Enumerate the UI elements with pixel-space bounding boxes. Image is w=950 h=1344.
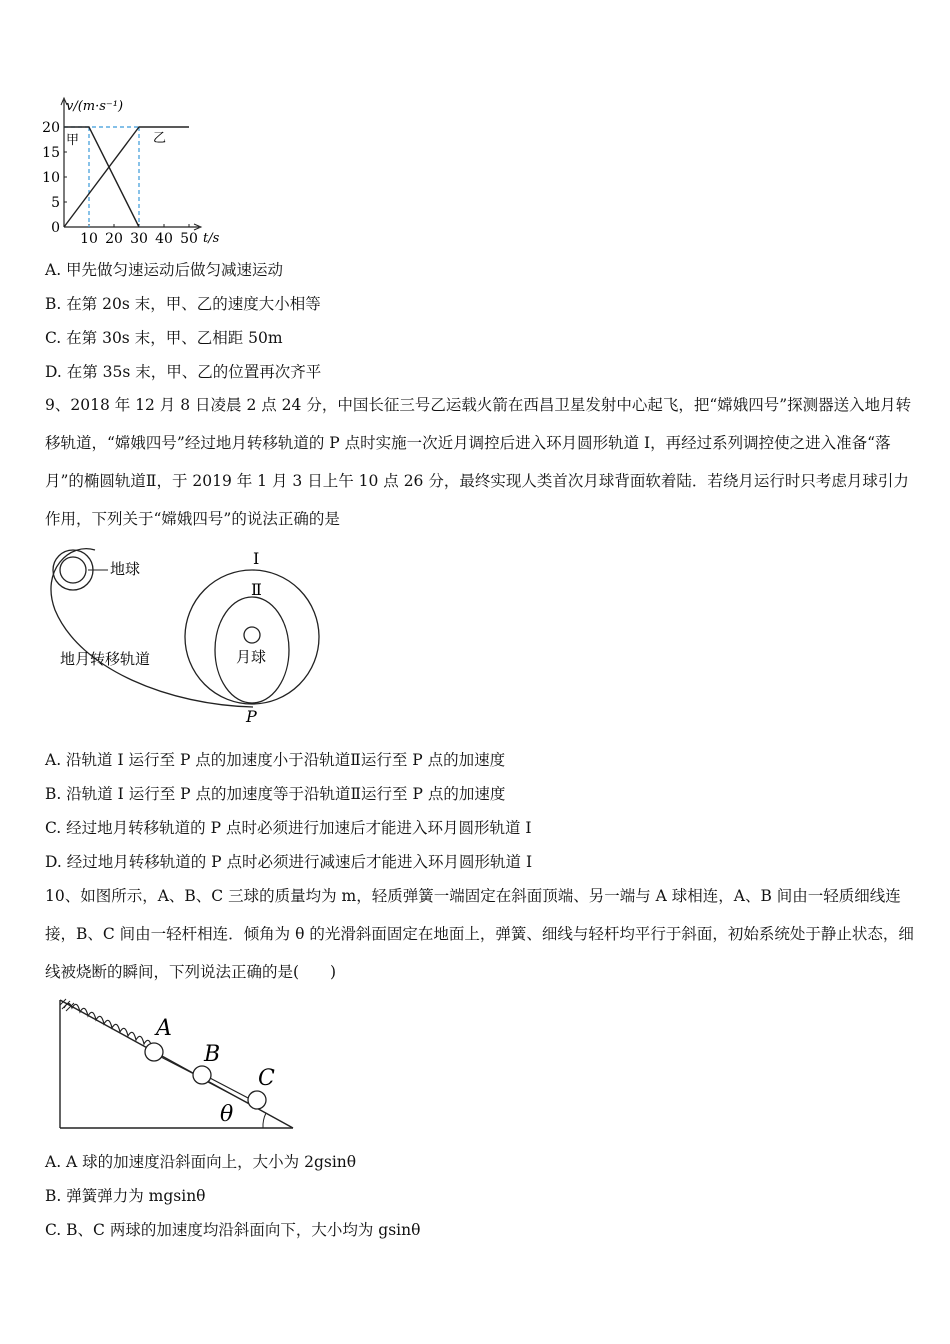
vt-graph [40, 92, 230, 252]
y-tick-label: 5 [51, 195, 60, 211]
q10-option-c: C. B、C 两球的加速度均沿斜面向下，大小均为 gsinθ [45, 1221, 421, 1239]
orbit-two-label: Ⅱ [251, 580, 262, 599]
q9-option-a: A. 沿轨道 I 运行至 P 点的加速度小于沿轨道Ⅱ运行至 P 点的加速度 [45, 751, 506, 769]
label-yi: 乙 [153, 131, 167, 146]
series-line-yi [64, 127, 189, 227]
ball-a-label: A [156, 1016, 172, 1041]
transfer-label: 地月转移轨道 [60, 650, 151, 668]
x-tick-label: 40 [155, 231, 173, 247]
moon-label: 月球 [236, 648, 267, 666]
x-tick-label: 20 [105, 231, 123, 247]
x-tick-label: 30 [130, 231, 148, 247]
orbit-figure [40, 540, 340, 730]
q9-stem: 9、2018 年 12 月 8 日凌晨 2 点 24 分，中国长征三号乙运载火箭在西昌卫星发射中心起飞，把“嫦娥四号”探测器送入地月转移轨道，“嫦娥四号”经过地月转移轨道的 P 点时实施一次近月调控后进入环月圆形轨道 I，再经过系列调控使之进入准备“落月”的椭圆轨道Ⅱ，于 2019 年 1 月 3 日上午 10 点 26 分，最终实现人类首次月球背面软着陆．若绕月运行时只考虑月球引力作用，下列关于“嫦娥四号”的说法正确的是 [45, 396, 912, 528]
q9-option-c: C. 经过地月转移轨道的 P 点时必须进行加速后才能进入环月圆形轨道 I [45, 819, 532, 837]
ball-b-label: B [204, 1042, 221, 1067]
orbit-one-label: I [253, 549, 260, 568]
q10-stem: 10、如图所示，A、B、C 三球的质量均为 m，轻质弹簧一端固定在斜面顶端、另一端与 A 球相连，A、B 间由一轻质细线连接，B、C 间由一轻杆相连．倾角为 θ 的光滑斜面固定在地面上，弹簧、细线与轻杆均平行于斜面，初始系统处于静止状态，细线被烧断的瞬间，下列说法正确的是( ) [45, 887, 914, 981]
earth-circle [60, 557, 86, 583]
q10-option-b: B. 弹簧弹力为 mgsinθ [45, 1187, 206, 1205]
incline-figure [40, 995, 310, 1135]
angle-arc [263, 1113, 266, 1128]
rod-bc-1 [208, 1077, 250, 1099]
q9-option-b: B. 沿轨道 I 运行至 P 点的加速度等于沿轨道Ⅱ运行至 P 点的加速度 [45, 785, 506, 803]
y-axis-label: v/(m·s⁻¹) [66, 99, 124, 114]
y-tick-label: 0 [51, 220, 60, 236]
moon-circle [244, 627, 260, 643]
x-tick-label: 50 [180, 231, 198, 247]
x-axis-label: t/s [203, 231, 220, 246]
q8-option-b: B. 在第 20s 末，甲、乙的速度大小相等 [45, 295, 321, 313]
q9-option-d: D. 经过地月转移轨道的 P 点时必须进行减速后才能进入环月圆形轨道 I [45, 853, 533, 871]
q8-option-c: C. 在第 30s 末，甲、乙相距 50m [45, 329, 283, 347]
rod-bc-2 [206, 1081, 248, 1103]
theta-label: θ [220, 1102, 234, 1127]
q10-option-a: A. A 球的加速度沿斜面向上，大小为 2gsinθ [45, 1153, 357, 1171]
y-tick-label: 15 [42, 145, 60, 161]
label-jia: 甲 [66, 133, 80, 148]
earth-orbit-outer [53, 550, 93, 590]
y-tick-label: 10 [42, 170, 60, 186]
y-tick-label: 20 [42, 120, 60, 136]
string-ab [161, 1057, 194, 1074]
q8-option-d: D. 在第 35s 末，甲、乙的位置再次齐平 [45, 363, 322, 381]
ball-c-label: C [258, 1066, 275, 1091]
ball-a [145, 1043, 163, 1061]
ball-b [193, 1066, 211, 1084]
q8-option-a: A. 甲先做匀速运动后做匀减速运动 [45, 261, 284, 279]
point-p-label: P [246, 707, 257, 726]
earth-label: 地球 [110, 560, 141, 578]
ball-c [248, 1091, 266, 1109]
x-tick-label: 10 [80, 231, 98, 247]
